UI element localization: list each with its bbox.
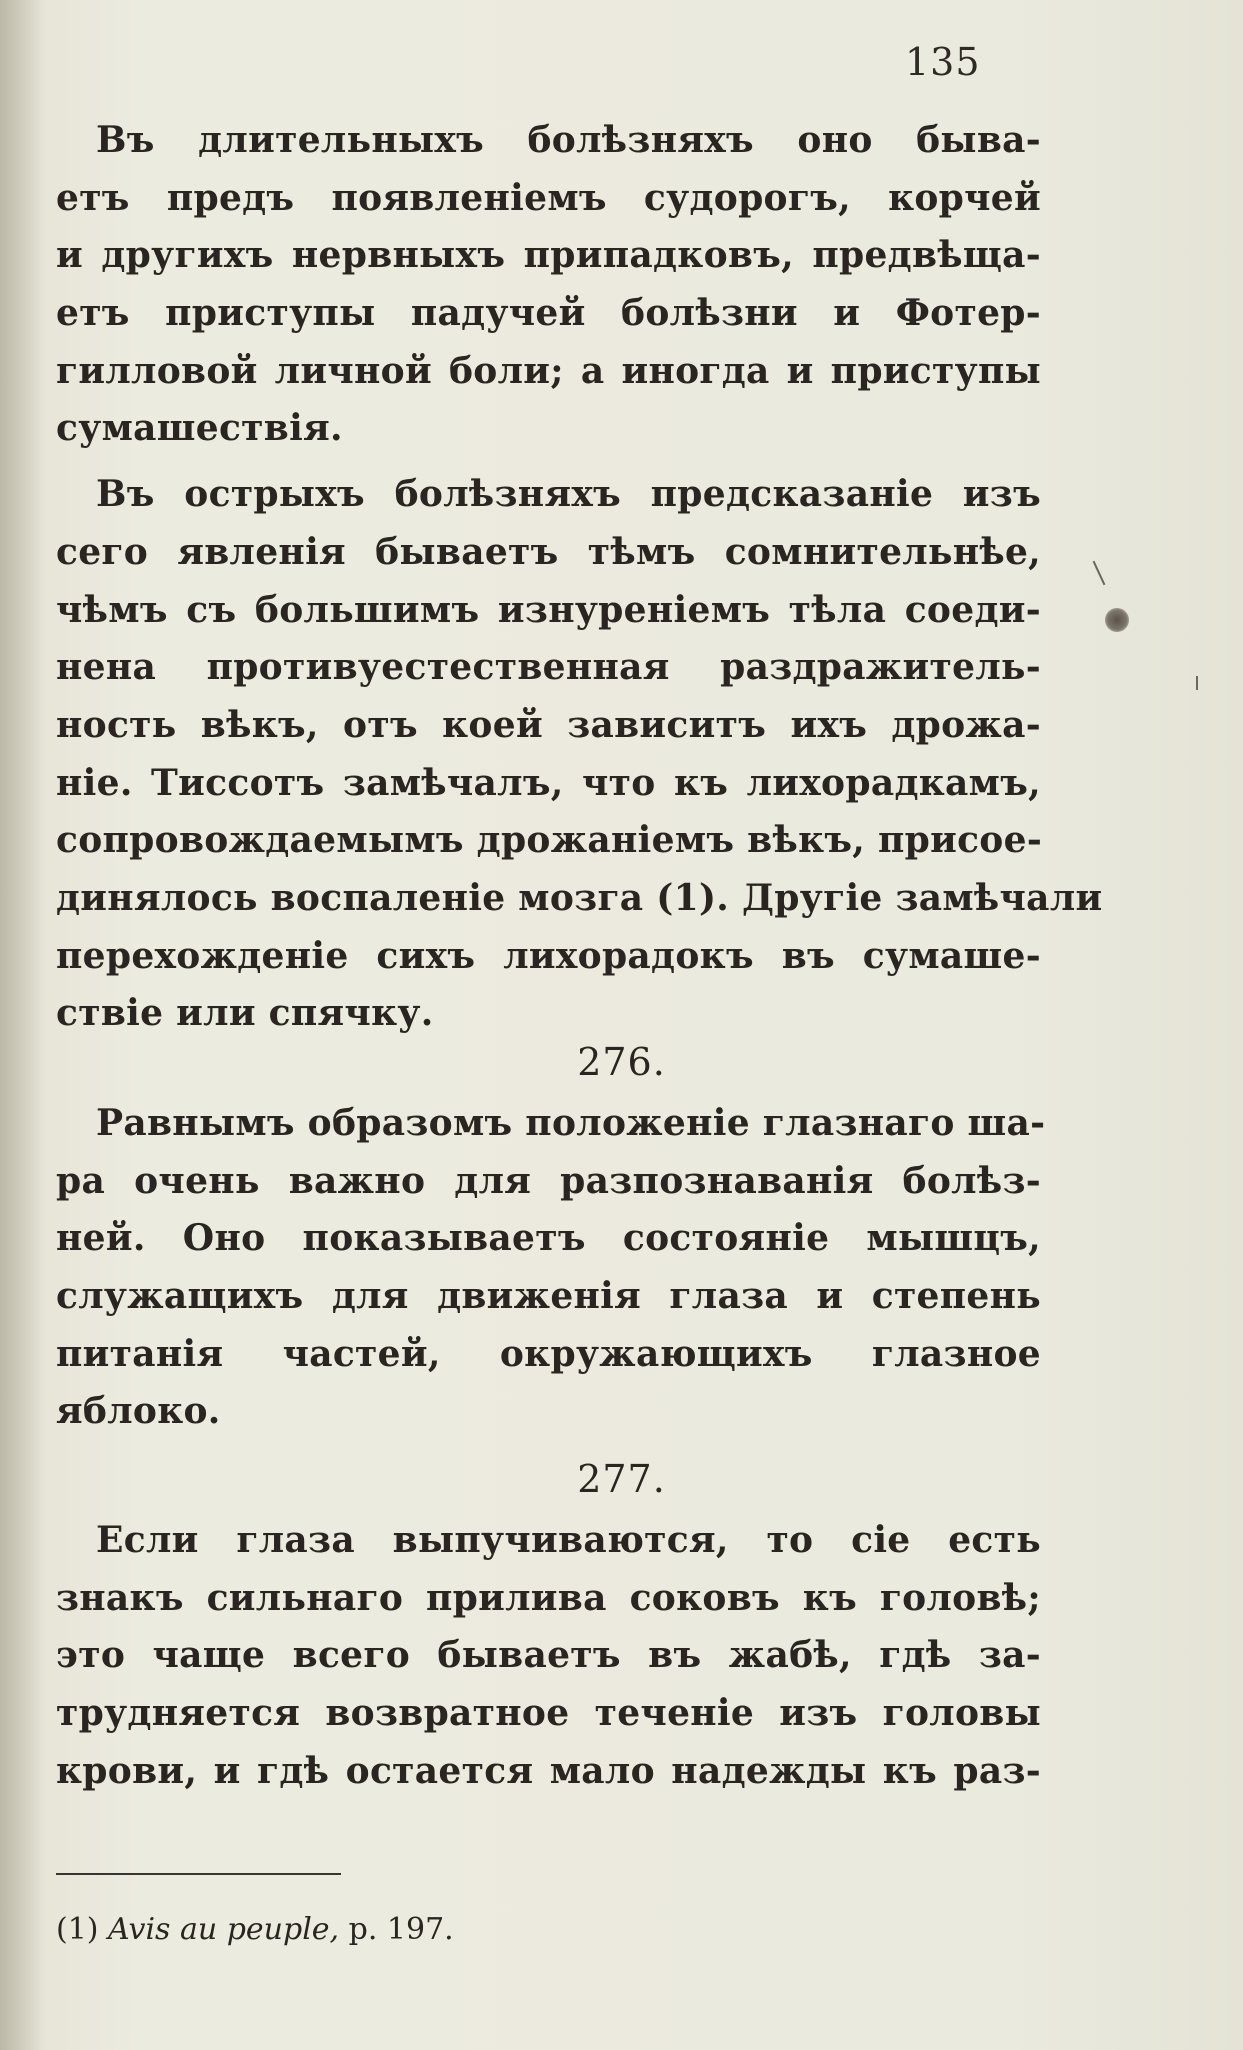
text-line: знакъ сильнаго прилива соковъ къ головѣ; bbox=[56, 1576, 1041, 1619]
text-line: нена противуестественная раздражитель- bbox=[56, 646, 1041, 689]
text-line: етъ предъ появленіемъ судорогъ, корчей bbox=[56, 176, 1041, 219]
text-line: служащихъ для движенія глаза и степень bbox=[56, 1275, 1041, 1318]
text-line: Если глаза выпучиваются, то сіе есть bbox=[96, 1519, 1041, 1561]
text-line: ней. Оно показываетъ состояніе мышцъ, bbox=[56, 1217, 1041, 1260]
main-text bbox=[56, 112, 1103, 1051]
text-line: сопровождаемымъ дрожаніемъ вѣкъ, присое- bbox=[56, 819, 1043, 862]
text-line: перехожденіе сихъ лихорадокъ въ сумаше- bbox=[56, 934, 1041, 977]
paper-mark bbox=[1196, 676, 1198, 690]
paragraph-3 bbox=[56, 1095, 1046, 1441]
text-line: ность вѣкъ, отъ коей зависитъ ихъ дрожа- bbox=[56, 703, 1041, 746]
section-number-276: 276. bbox=[577, 1040, 666, 1084]
footnote bbox=[56, 1912, 454, 1947]
text-line: трудняется возвратное теченіе изъ головы bbox=[56, 1692, 1041, 1735]
text-line: сумашествія. bbox=[56, 407, 343, 450]
text-line: гилловой личной боли; а иногда и приступы bbox=[56, 349, 1041, 392]
paragraph-2 bbox=[56, 466, 1103, 1043]
footnote-divider bbox=[56, 1873, 341, 1875]
paper-mark bbox=[1093, 561, 1106, 585]
text-line: Въ длительныхъ болѣзняхъ оно бывa- bbox=[96, 119, 1041, 161]
text-line: крови, и гдѣ остается мало надежды къ раз- bbox=[56, 1749, 1041, 1792]
text-line: и другихъ нервныхъ припадковъ, предвѣща- bbox=[56, 234, 1041, 277]
text-line: ніе. Тиссотъ замѣчалъ, что къ лихорадкамъ, bbox=[56, 761, 1041, 804]
text-line: етъ приступы падучей болѣзни и Фотер- bbox=[56, 292, 1041, 335]
page-gutter-shadow bbox=[0, 0, 46, 2050]
text-line: Въ острыхъ болѣзняхъ предсказаніе изъ bbox=[96, 473, 1041, 516]
text-line: ра очень важно для разпознаванія болѣз- bbox=[56, 1159, 1041, 1202]
text-line: Равнымъ образомъ положеніе глазнаго ша- bbox=[96, 1102, 1046, 1144]
footnote-page-ref: p. 197. bbox=[348, 1912, 454, 1947]
text-line: яблоко. bbox=[56, 1390, 221, 1433]
section-276-text bbox=[56, 1095, 1046, 1449]
page-number: 135 bbox=[905, 40, 981, 84]
text-line: чѣмъ съ большимъ изнуреніемъ тѣла соеди- bbox=[56, 588, 1041, 631]
text-line: питанія частей, окружающихъ глазное bbox=[56, 1332, 1041, 1375]
text-line: ствіе или спячку. bbox=[56, 992, 434, 1035]
ink-spot-decoration bbox=[1105, 608, 1129, 632]
paragraph-4 bbox=[56, 1512, 1041, 1800]
footnote-mark: (1) bbox=[56, 1912, 99, 1947]
section-277-text bbox=[56, 1512, 1041, 1808]
paragraph-1 bbox=[56, 112, 1041, 458]
text-line: динялось воспаленіе мозга (1). Другіе замѣчали bbox=[56, 876, 1103, 919]
text-line: это чаще всего бываетъ въ жабѣ, гдѣ за- bbox=[56, 1634, 1041, 1677]
text-line: сего явленія бываетъ тѣмъ сомнительнѣе, bbox=[56, 530, 1041, 573]
section-number-277: 277. bbox=[577, 1457, 666, 1501]
footnote-title: Avis au peuple, bbox=[108, 1912, 340, 1947]
